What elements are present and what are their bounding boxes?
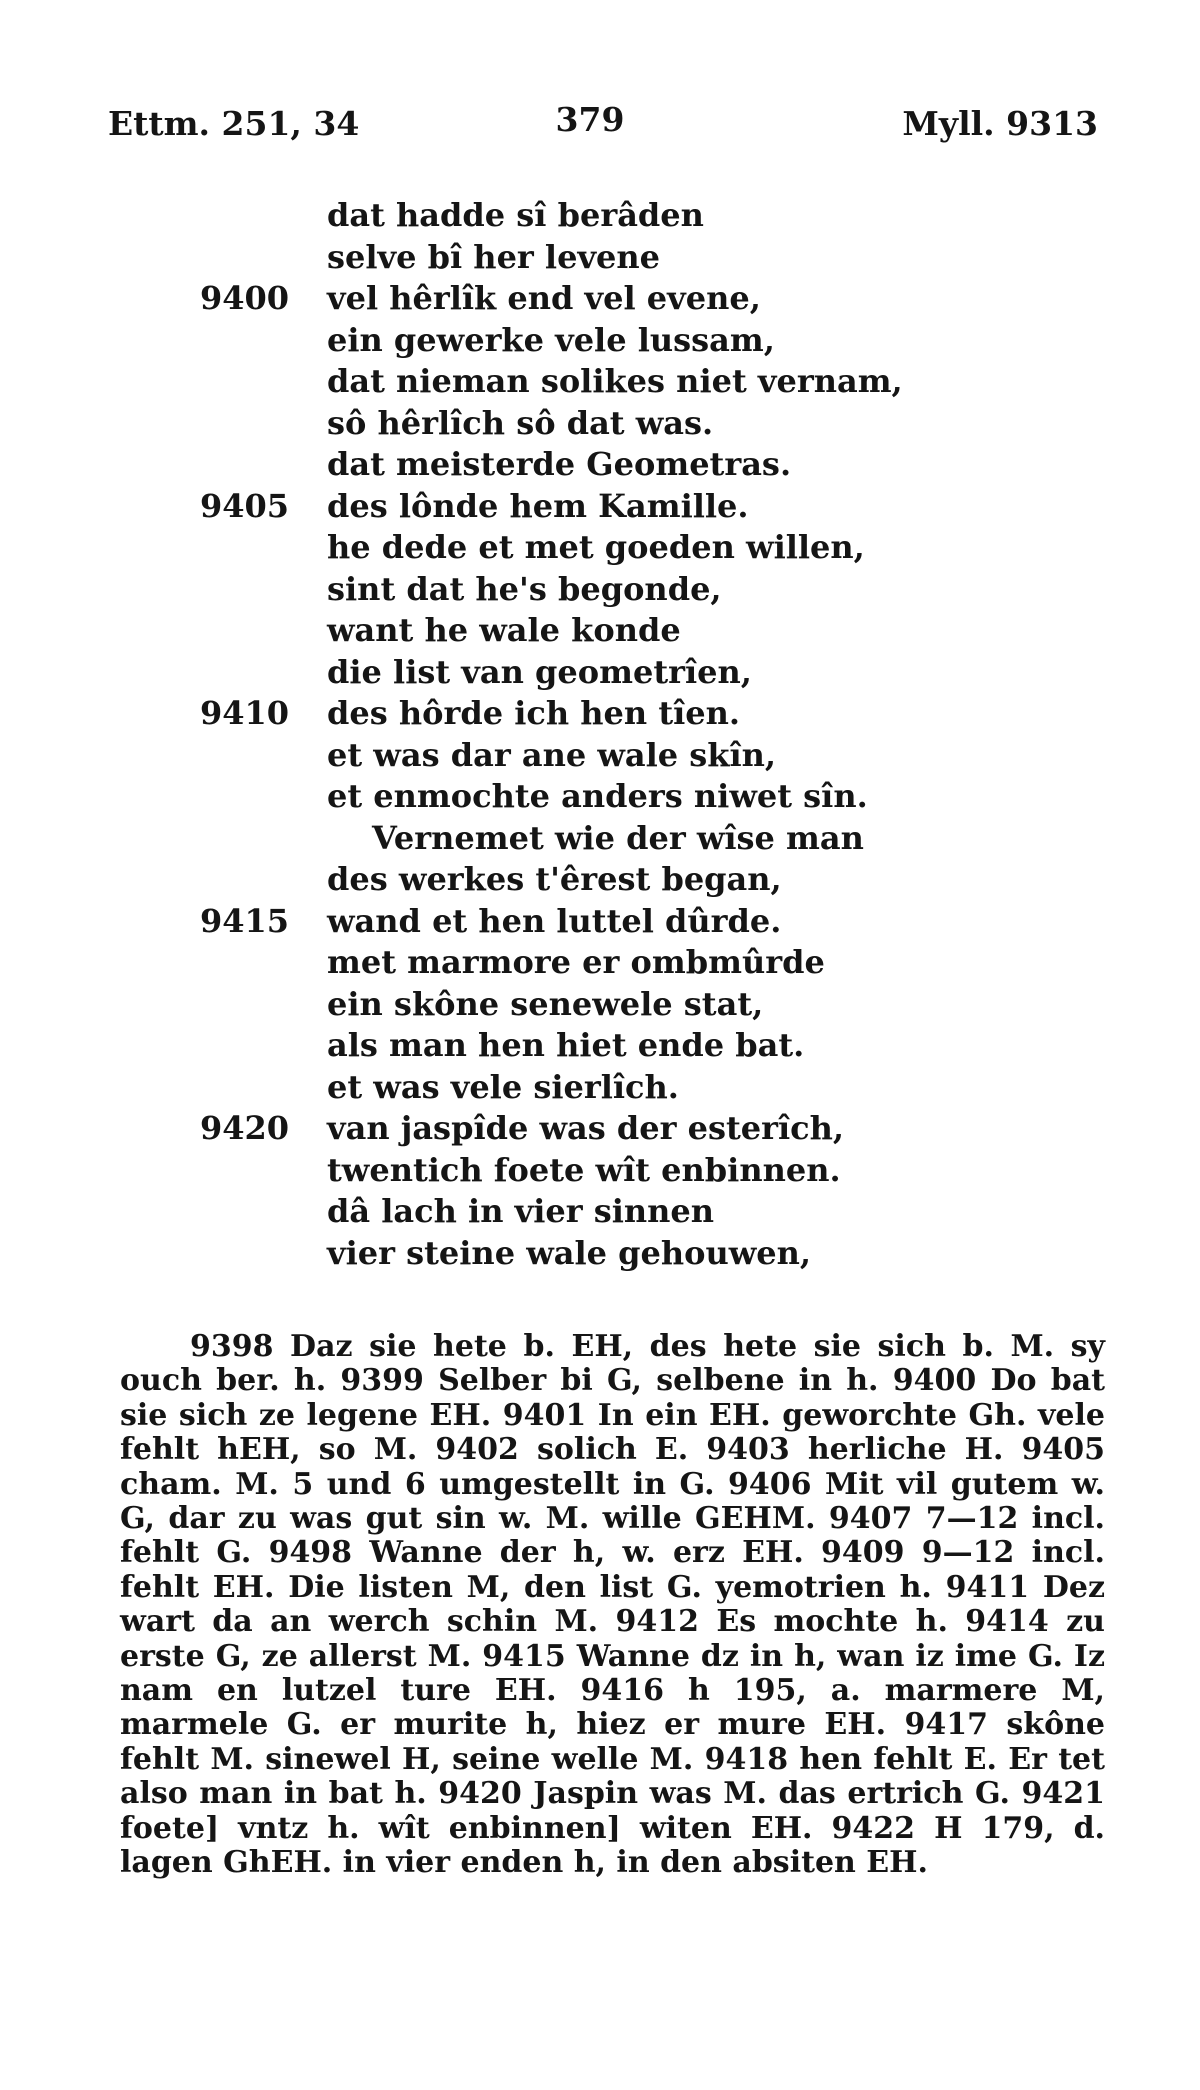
verse-text: sô hêrlîch sô dat was. [327, 403, 714, 442]
verse-text: des werkes t'êrest began, [327, 860, 782, 898]
verse-text: des lônde hem Kamille. [327, 486, 749, 525]
poem-line [0, 984, 1200, 1026]
poem-text [0, 195, 1200, 1274]
verse-text: et was dar ane wale skîn, [327, 735, 777, 774]
poem-line [0, 527, 1200, 569]
verse-text: selve bî her levene [327, 237, 661, 276]
poem-line [0, 859, 1200, 901]
verse-text: Vernemet wie der wîse man [372, 818, 864, 857]
poem-line [0, 486, 1200, 528]
poem-line [0, 320, 1200, 362]
apparatus-text: 9398 Daz sie hete b. EH, des hete sie sich b. M. sy ouch ber. h. 9399 Selber bi G, selbene in h. 9400 Do bat sie sich ze legene EH. 9401 In ein EH. geworchte Gh. vele fehlt hEH, so M. 9402 solich E. 9403 herliche H. 9405 cham. M. 5 und 6 umgestellt in G. 9406 Mit vil gutem w. G, dar zu was gut sin w. M. wille GEHM. 9407 7—12 incl. fehlt G. 9498 Wanne der h, w. erz EH. 9409 9—12 incl. fehlt EH. Die listen M, den list G. yemotrien h. 9411 Dez wart da an werch schin M. 9412 Es mochte h. 9414 zu erste G, ze allerst M. 9415 Wanne dz in h, wan iz ime G. Iz nam en lutzel ture EH. 9416 h 195, a. marmere M, marmele G. er murite h, hiez er mure EH. 9417 skône fehlt M. sinewel H, seine welle M. 9418 hen fehlt E. Er tet also man in bat h. 9420 Jaspin was M. das ertrich G. 9421 foete] vntz h. wît enbinnen] witen EH. 9422 H 179, d. lagen GhEH. in vier enden h, in den absiten EH. [120, 1329, 1105, 1881]
verse-text: twentich foete wît enbinnen. [327, 1150, 841, 1189]
poem-line [0, 1108, 1200, 1150]
verse-text: met marmore er ombmûrde [327, 943, 825, 981]
verse-text: die list van geometrîen, [327, 652, 752, 691]
line-number: 9405 [200, 486, 290, 525]
poem-line [0, 1067, 1200, 1109]
poem-line [0, 1025, 1200, 1067]
verse-text: dat hadde sî berâden [327, 196, 704, 234]
running-head-right: Myll. 9313 [902, 104, 1098, 143]
verse-text: sint dat he's begonde, [327, 569, 722, 608]
poem-line [0, 1150, 1200, 1192]
verse-text: als man hen hiet ende bat. [327, 1026, 805, 1064]
poem-line [0, 942, 1200, 984]
poem-line [0, 444, 1200, 486]
poem-line [0, 1191, 1200, 1233]
line-number: 9415 [200, 901, 290, 940]
verse-text: ein gewerke vele lussam, [327, 320, 775, 359]
verse-text: et enmochte anders niwet sîn. [327, 777, 868, 815]
verse-text: van jaspîde was der esterîch, [327, 1109, 845, 1147]
verse-text: he dede et met goeden willen, [327, 528, 865, 566]
poem-line [0, 569, 1200, 611]
poem-line [0, 652, 1200, 694]
verse-text: ein skône senewele stat, [327, 984, 764, 1023]
verse-text: et was vele sierlîch. [327, 1067, 679, 1106]
line-number: 9410 [200, 694, 290, 732]
line-number: 9420 [200, 1109, 290, 1147]
verse-text: vier steine wale gehouwen, [327, 1233, 812, 1272]
critical-apparatus [120, 1330, 1105, 1881]
poem-line [0, 361, 1200, 403]
poem-line [0, 237, 1200, 279]
poem-line [0, 776, 1200, 818]
poem-line [0, 195, 1200, 237]
running-head-left: Ettm. 251, 34 [108, 104, 360, 143]
verse-text: vel hêrlîk end vel evene, [327, 279, 761, 317]
poem-line [0, 735, 1200, 777]
verse-text: dâ lach in vier sinnen [327, 1192, 715, 1230]
poem-line [0, 1233, 1200, 1275]
page-number: 379 [555, 100, 625, 139]
poem-line [0, 403, 1200, 445]
poem-line [0, 278, 1200, 320]
verse-text: dat meisterde Geometras. [327, 445, 792, 483]
line-number: 9400 [200, 279, 290, 317]
poem-line [0, 901, 1200, 943]
poem-line [0, 818, 1200, 860]
verse-text: dat nieman solikes niet vernam, [327, 362, 903, 400]
verse-text: wand et hen luttel dûrde. [327, 901, 782, 940]
verse-text: des hôrde ich hen tîen. [327, 694, 741, 732]
poem-line [0, 693, 1200, 735]
poem-line [0, 610, 1200, 652]
verse-text: want he wale konde [327, 611, 681, 649]
